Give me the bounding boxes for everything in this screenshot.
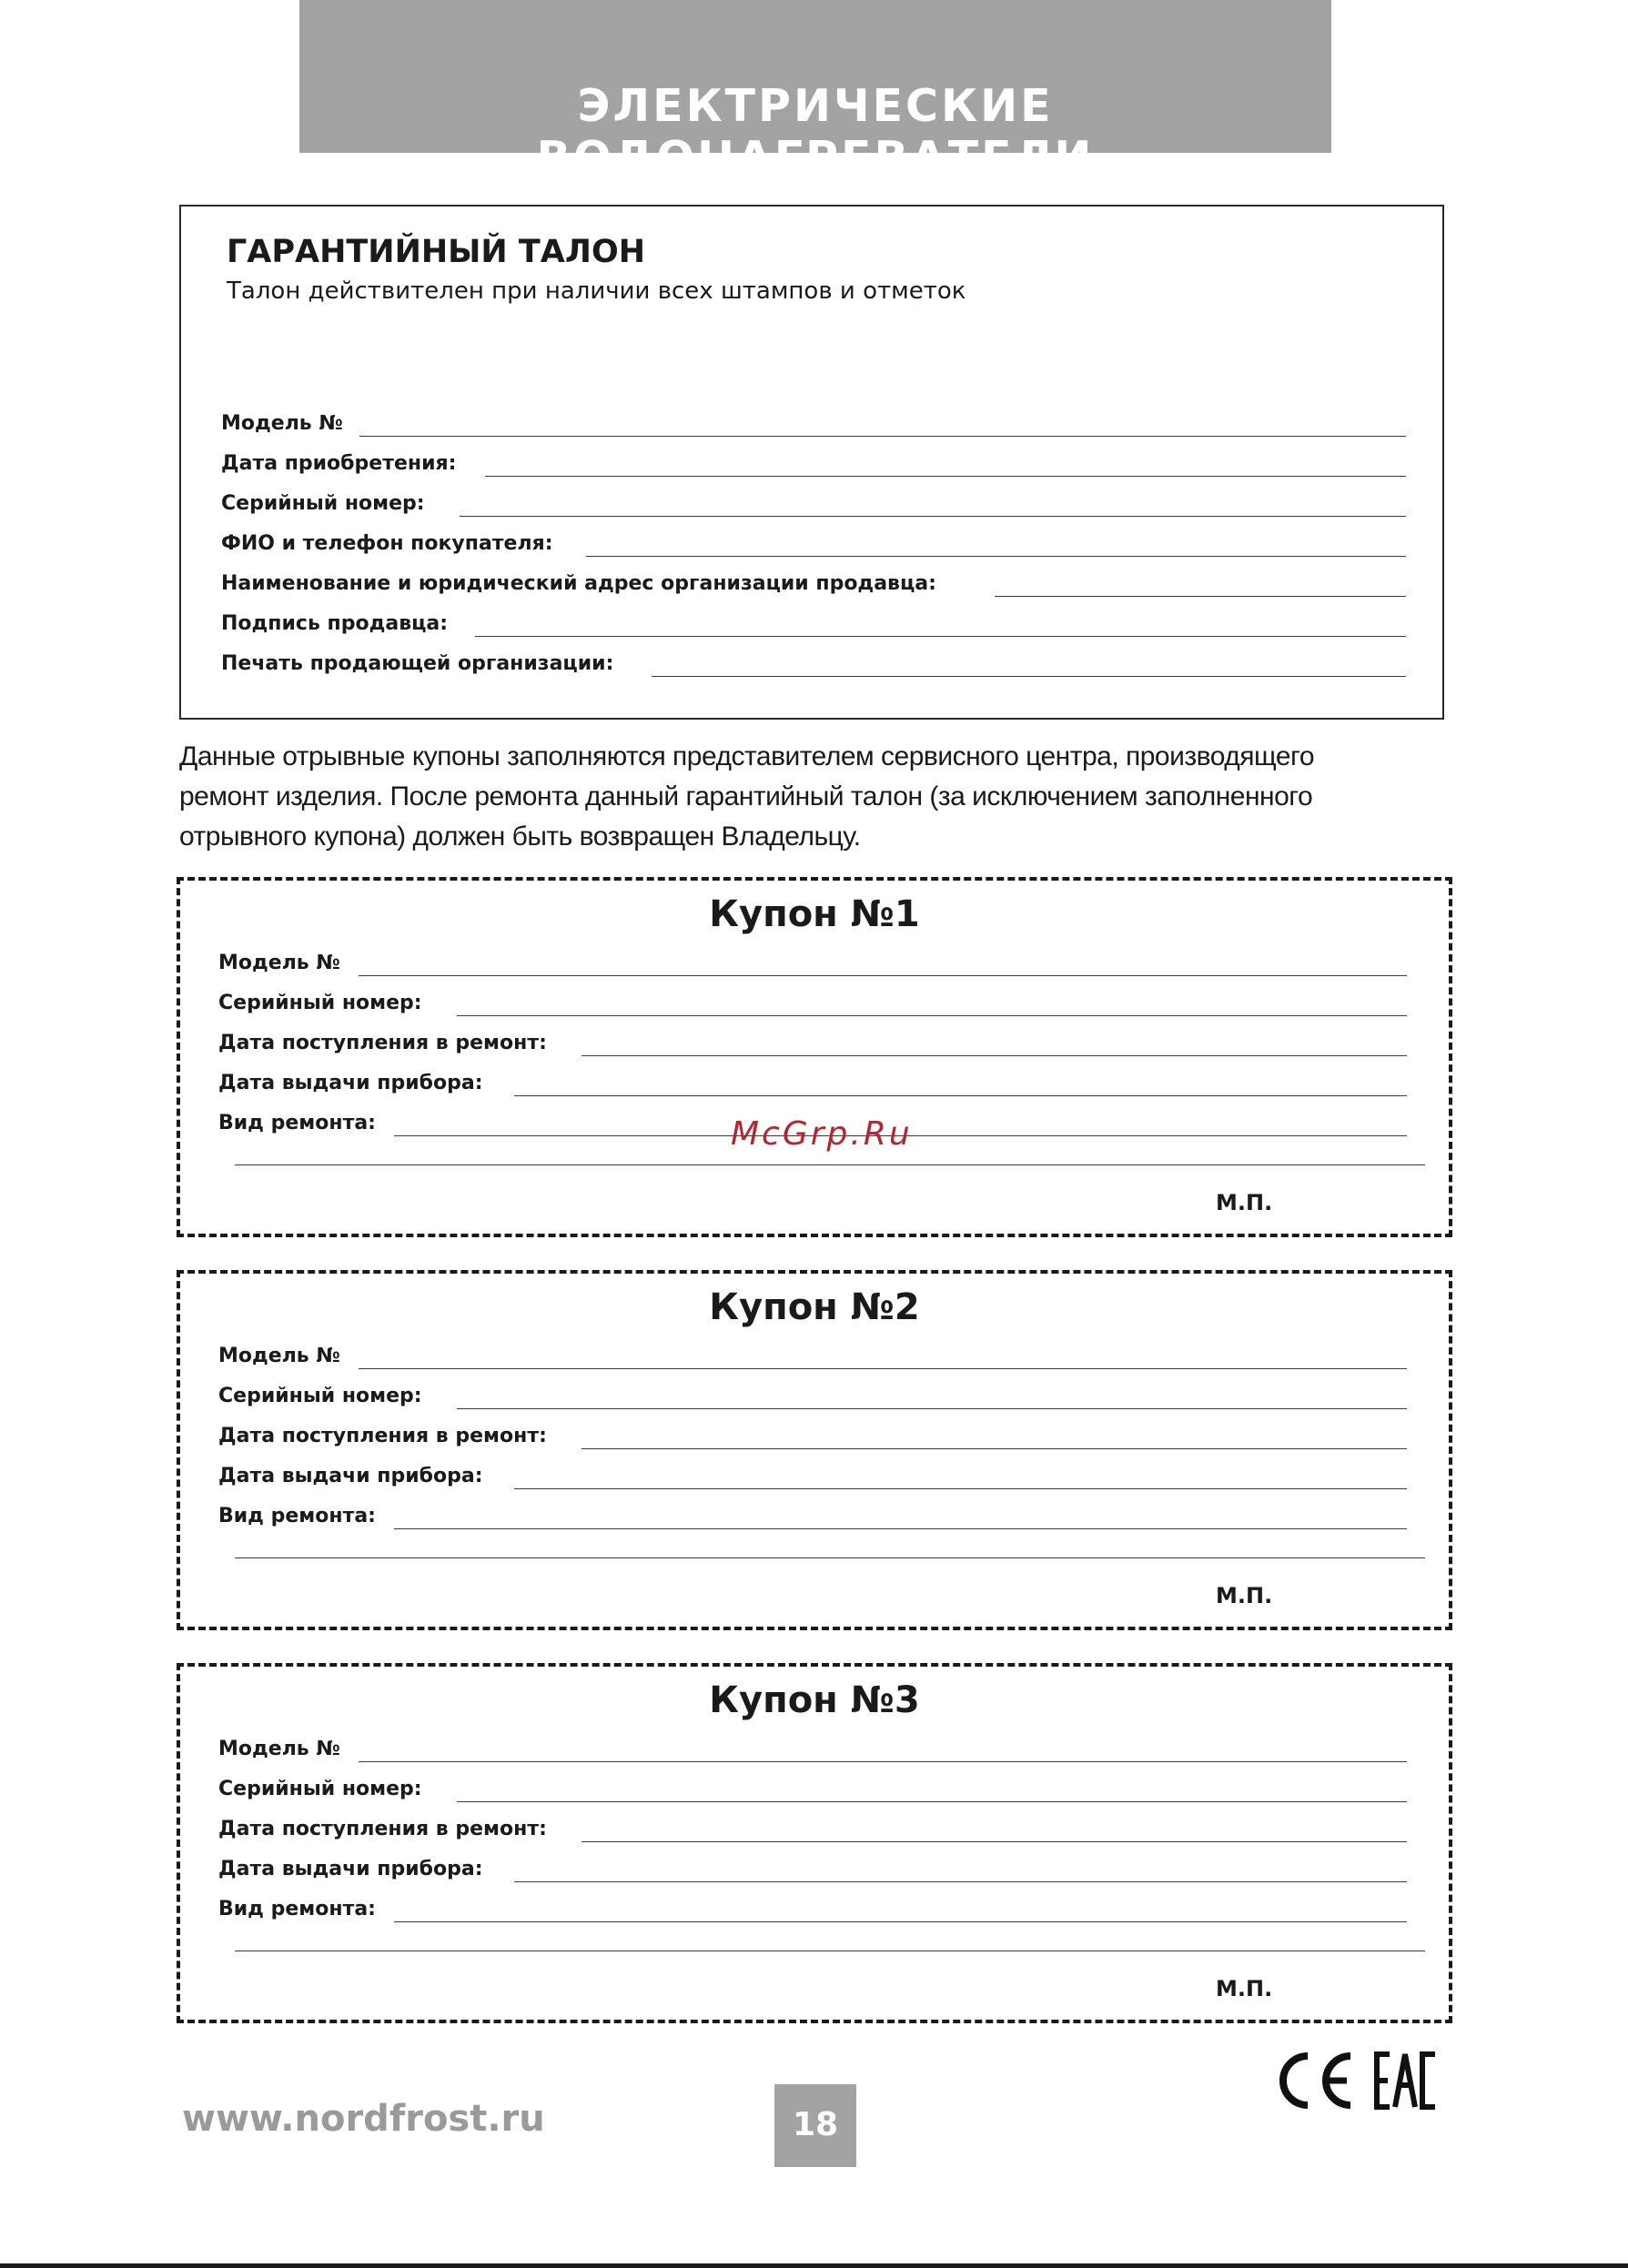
field-line[interactable] <box>394 1528 1407 1529</box>
field-label: Модель № <box>221 412 343 435</box>
field-line[interactable] <box>359 1368 1407 1369</box>
field-line[interactable] <box>514 1881 1407 1882</box>
info-line: ремонт изделия. После ремонта данный гарантийный талон (за исключением заполненного <box>179 781 1313 811</box>
field-line[interactable] <box>581 1448 1407 1449</box>
field-label: Серийный номер: <box>221 492 425 515</box>
stamp-label: М.П. <box>1216 1583 1273 1608</box>
field-label: Серийный номер: <box>218 1385 422 1407</box>
warranty-field-seller-address[interactable] <box>221 574 1406 594</box>
coupon-field-serial[interactable] <box>218 1386 1407 1406</box>
field-line[interactable] <box>581 1841 1407 1842</box>
header-title: ЭЛЕКТРИЧЕСКИЕ ВОДОНАГРЕВАТЕЛИ <box>536 80 1095 184</box>
coupon-title: Купон №2 <box>709 1286 920 1328</box>
website-link[interactable]: www.nordfrost.ru <box>182 2098 545 2140</box>
field-line[interactable] <box>514 1488 1407 1489</box>
field-label: Серийный номер: <box>218 1778 422 1800</box>
warranty-field-purchase-date[interactable] <box>221 454 1406 474</box>
coupon-field-model[interactable] <box>218 1739 1407 1759</box>
coupon-field-received-date[interactable] <box>218 1819 1407 1840</box>
coupon-field-received-date[interactable] <box>218 1426 1407 1446</box>
coupon-field-repair-type[interactable] <box>218 1900 1407 1920</box>
field-label: Вид ремонта: <box>218 1505 376 1527</box>
field-line[interactable] <box>475 636 1406 637</box>
coupon-1 <box>177 877 1452 1237</box>
field-line[interactable] <box>485 476 1406 477</box>
field-label: Дата приобретения: <box>221 452 457 475</box>
coupon-field-issue-date[interactable] <box>218 1467 1407 1487</box>
field-label: Модель № <box>218 952 340 974</box>
field-line[interactable] <box>359 975 1407 976</box>
coupon-2 <box>177 1270 1452 1630</box>
field-line[interactable] <box>359 436 1406 437</box>
watermark: McGrp.Ru <box>731 1115 913 1153</box>
warranty-field-serial[interactable] <box>221 494 1406 514</box>
field-line[interactable] <box>514 1095 1407 1096</box>
coupon-field-received-date[interactable] <box>218 1033 1407 1053</box>
coupon-3 <box>177 1663 1452 2023</box>
field-label: Дата выдачи прибора: <box>218 1858 483 1880</box>
field-line[interactable] <box>995 596 1406 597</box>
field-line[interactable] <box>457 1801 1407 1802</box>
coupon-field-issue-date[interactable] <box>218 1860 1407 1880</box>
info-paragraph <box>179 737 1453 857</box>
coupon-field-model[interactable] <box>218 953 1407 973</box>
coupon-extra-line[interactable] <box>235 1164 1425 1165</box>
coupon-extra-line[interactable] <box>235 1557 1425 1558</box>
field-label: Модель № <box>218 1738 340 1760</box>
field-label: Наименование и юридический адрес организации продавца: <box>221 572 936 595</box>
field-label: Вид ремонта: <box>218 1898 376 1920</box>
stamp-label: М.П. <box>1216 1976 1273 2001</box>
coupon-field-serial[interactable] <box>218 993 1407 1013</box>
info-line: Данные отрывные купоны заполняются представителем сервисного центра, производящего <box>179 741 1315 771</box>
field-label: Дата выдачи прибора: <box>218 1465 483 1487</box>
warranty-field-model[interactable] <box>221 414 1406 434</box>
field-line[interactable] <box>394 1921 1407 1922</box>
certification-marks <box>1279 2049 1447 2112</box>
page-number-box <box>774 2084 856 2167</box>
info-line: отрывного купона) должен быть возвращен Владельцу. <box>179 822 861 852</box>
field-label: Дата поступления в ремонт: <box>218 1032 547 1054</box>
field-label: Дата поступления в ремонт: <box>218 1818 547 1840</box>
coupon-extra-line[interactable] <box>235 1950 1425 1951</box>
field-line[interactable] <box>359 1761 1407 1762</box>
bottom-rule <box>0 2263 1628 2268</box>
field-label: Модель № <box>218 1345 340 1367</box>
coupon-field-repair-type[interactable] <box>218 1507 1407 1527</box>
header-bar <box>299 0 1331 184</box>
ce-mark-icon <box>1283 2056 1350 2105</box>
field-label: Подпись продавца: <box>221 612 449 635</box>
page-number: 18 <box>792 2106 839 2143</box>
stamp-label: М.П. <box>1216 1190 1273 1215</box>
field-label: Дата поступления в ремонт: <box>218 1425 547 1447</box>
warranty-subtitle: Талон действителен при наличии всех штампов и отметок <box>227 277 966 305</box>
coupon-title: Купон №3 <box>709 1679 920 1721</box>
field-label: Вид ремонта: <box>218 1112 376 1134</box>
field-label: ФИО и телефон покупателя: <box>221 532 553 555</box>
coupon-title: Купон №1 <box>709 893 920 935</box>
field-label: Печать продающей организации: <box>221 652 614 675</box>
coupon-field-serial[interactable] <box>218 1779 1407 1799</box>
coupon-field-issue-date[interactable] <box>218 1074 1407 1094</box>
field-label: Серийный номер: <box>218 992 422 1014</box>
warranty-field-seller-stamp[interactable] <box>221 654 1406 674</box>
warranty-field-buyer[interactable] <box>221 534 1406 554</box>
warranty-field-seller-signature[interactable] <box>221 614 1406 634</box>
warranty-title: ГАРАНТИЙНЫЙ ТАЛОН <box>227 234 645 270</box>
eac-mark-icon <box>1377 2054 1435 2107</box>
field-line[interactable] <box>581 1055 1407 1056</box>
field-line[interactable] <box>652 676 1406 677</box>
coupon-field-model[interactable] <box>218 1346 1407 1366</box>
field-line[interactable] <box>460 516 1406 517</box>
field-label: Дата выдачи прибора: <box>218 1072 483 1094</box>
field-line[interactable] <box>457 1408 1407 1409</box>
field-line[interactable] <box>457 1015 1407 1016</box>
field-line[interactable] <box>586 556 1406 557</box>
warranty-card <box>179 205 1444 720</box>
